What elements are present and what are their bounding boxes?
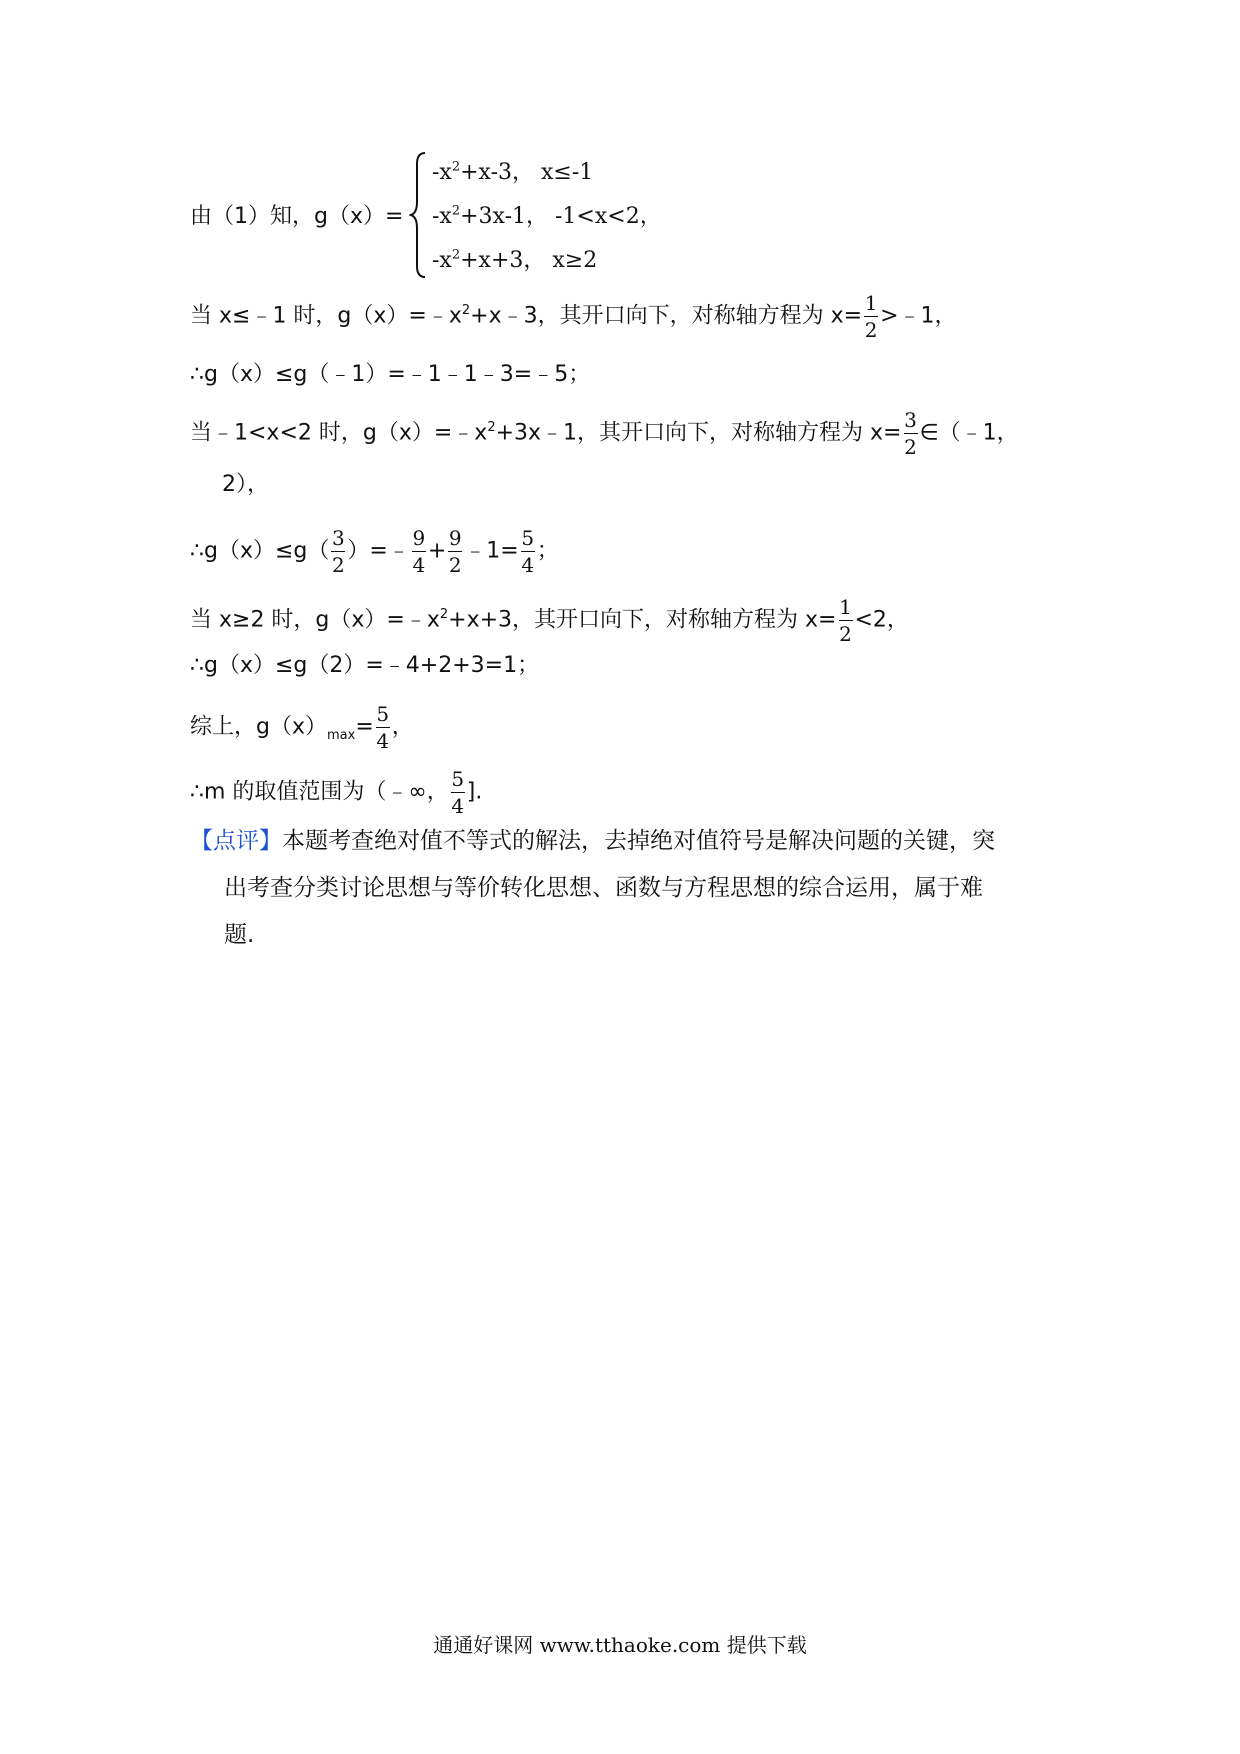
comment-block xyxy=(190,818,1060,959)
intro-text: 由（1）知，g（x）= xyxy=(190,204,404,229)
line-summary: 综上，$g(x)_{max}=$ $\frac{5}{4}$ ， xyxy=(190,702,414,753)
line-case-2: 当﹣1<x<2 时，$g(x)=﹣x^2+3x﹣1$，其开口向下，对称轴方程为 x= $\frac{3}{2}$ ∈（﹣1， xyxy=(190,408,1019,459)
line-case-2-cont: 2）， xyxy=(222,472,269,497)
fraction: $\frac{5}{4}$ xyxy=(521,526,535,577)
fraction: $\frac{3}{2}$ xyxy=(332,526,345,577)
fraction: $\frac{5}{4}$ xyxy=(451,767,465,818)
case-1: $-x^2+x-3$， x≤-1 xyxy=(432,159,594,185)
case-3: $-x^2+x+3$， x≥2 xyxy=(432,247,598,273)
page-footer: 通通好课网 www.tthaoke.com 提供下载 xyxy=(433,1633,807,1657)
fraction: $\frac{3}{2}$ xyxy=(904,408,917,459)
piecewise-intro xyxy=(190,202,403,232)
line-result-2: ∴g（x）≤g（ $\frac{3}{2}$ ）=﹣ $\frac{9}{4}$ + $\frac{9}{2}$ ﹣1= $\frac{5}{4}$ ； xyxy=(190,526,559,577)
line-case-3: 当 x≥2 时，$g(x)=﹣x^2+x+3$，其开口向下，对称轴方程为 x= $\frac{1}{2}$ <2， xyxy=(190,595,909,646)
comment-line-1: 本题考查绝对值不等式的解法，去掉绝对值符号是解决问题的关键，突 xyxy=(282,828,995,854)
line-case-1: 当 x≤﹣1 时，$g(x)=﹣x^2+x﹣3$，其开口向下，对称轴方程为 x= $\frac{1}{2}$ >﹣1， xyxy=(190,291,957,342)
line-result-3: ∴g（x）≤g（2）=﹣4+2+3=1； xyxy=(190,653,540,678)
fraction: $\frac{1}{2}$ xyxy=(864,291,878,342)
comment-tag: 【点评】 xyxy=(190,828,282,854)
case-2: $-x^2+3x-1$， -1<x<2， xyxy=(432,203,662,229)
line-answer: ∴m 的取值范围为（﹣∞， $\frac{5}{4}$ ]. xyxy=(190,767,483,818)
fraction: $\frac{9}{4}$ xyxy=(412,526,426,577)
comment-line-3: 题. xyxy=(224,922,255,948)
line-result-1: ∴g（x）≤g（﹣1）=﹣1﹣1﹣3=﹣5； xyxy=(190,362,591,387)
fraction: $\frac{1}{2}$ xyxy=(839,595,852,646)
fraction: $\frac{5}{4}$ xyxy=(376,702,390,753)
fraction: $\frac{9}{2}$ xyxy=(448,526,462,577)
comment-line-2: 出考查分类讨论思想与等价转化思想、函数与方程思想的综合运用，属于难 xyxy=(224,875,983,901)
left-brace xyxy=(409,150,427,280)
